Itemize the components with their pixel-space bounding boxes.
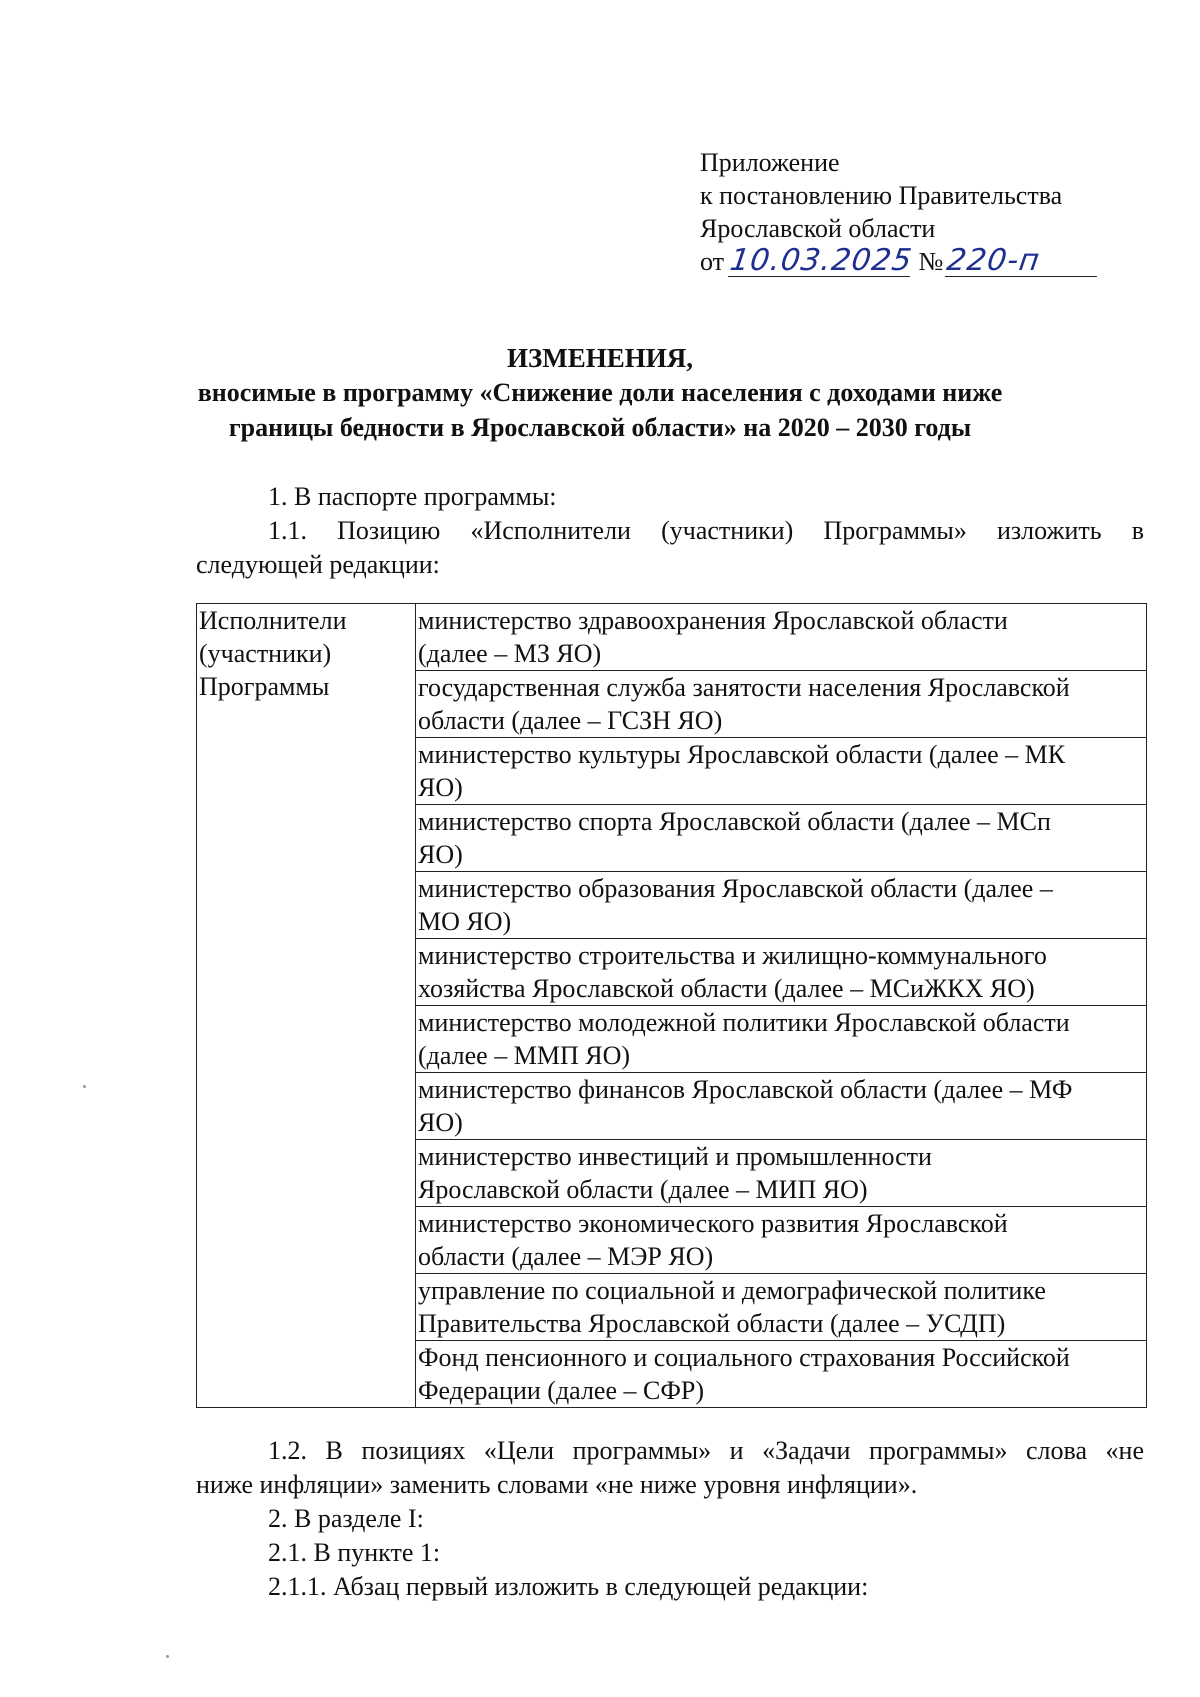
executor-cell [416,671,1147,738]
handwritten-date: 10.03.2025 [727,243,915,278]
executor-line: области (далее – МЭР ЯО) [418,1242,714,1271]
appendix-date-line [700,245,1099,278]
appendix-title: Приложение [700,148,840,177]
executor-cell [416,1073,1147,1140]
number-sign: № [918,247,944,276]
paragraph-1-2-line2: ниже инфляции» заменить словами «не ниже уровня инфляции». [196,1470,918,1499]
executor-cell [416,1274,1147,1341]
table-row [197,604,1147,671]
paragraph-1-2-line1: 1.2. В позициях «Цели программы» и «Задачи программы» слова «не [268,1436,1144,1465]
paragraph-1-1-line1: 1.1. Позицию «Исполнители (участники) Программы» изложить в [268,516,1144,545]
executor-line: министерство образования Ярославской области (далее – [418,874,1053,903]
executor-line: Ярославской области (далее – МИП ЯО) [418,1175,868,1204]
executor-line: области (далее – ГСЗН ЯО) [418,706,723,735]
executor-cell [416,1140,1147,1207]
date-prefix: от [700,247,725,276]
label-line: Программы [199,672,330,701]
executor-line: министерство финансов Ярославской области (далее – МФ [418,1075,1073,1104]
executor-line: ЯО) [418,840,463,869]
executor-line: Федерации (далее – СФР) [418,1376,704,1405]
scan-speck [166,1655,169,1658]
executor-cell [416,604,1147,671]
executor-cell [416,939,1147,1006]
executor-line: государственная служба занятости населения Ярославской [418,673,1070,702]
executors-table [196,603,1147,1408]
paragraph-2-1: 2.1. В пункте 1: [268,1538,441,1567]
executor-line: хозяйства Ярославской области (далее – МСиЖКХ ЯО) [418,974,1035,1003]
appendix-region: Ярославской области [700,214,936,243]
executor-line: министерство инвестиций и промышленности [418,1142,932,1171]
appendix-resolution: к постановлению Правительства [700,181,1063,210]
paragraph-2: 2. В разделе I: [268,1504,424,1533]
executor-line: ЯО) [418,773,463,802]
handwritten-number: 220-п [945,246,1101,277]
document-subtitle-line1: вносимые в программу «Снижение доли населения с доходами ниже [197,378,1003,407]
executor-cell [416,805,1147,872]
paragraph-1: 1. В паспорте программы: [268,482,557,511]
executor-line: министерство экономического развития Ярославской [418,1209,1008,1238]
appendix-block [700,146,1099,278]
paragraph-1-1-line2: следующей редакции: [196,550,440,579]
executor-line: министерство культуры Ярославской области (далее – МК [418,740,1066,769]
executor-line: министерство молодежной политики Ярославской области [418,1008,1070,1037]
executor-line: (далее – МЗ ЯО) [418,639,602,668]
executor-line: ЯО) [418,1108,463,1137]
label-line: Исполнители [199,606,347,635]
document-heading: ИЗМЕНЕНИЯ, [506,343,693,373]
executors-label-cell [197,604,416,1408]
executor-line: министерство спорта Ярославской области (далее – МСп [418,807,1051,836]
scan-speck [83,1085,86,1088]
executor-line: Правительства Ярославской области (далее – УСДП) [418,1309,1006,1338]
executor-line: управление по социальной и демографической политике [418,1276,1046,1305]
paragraph-2-1-1: 2.1.1. Абзац первый изложить в следующей редакции: [268,1572,869,1601]
document-subtitle-line2: границы бедности в Ярославской области» на 2020 – 2030 годы [228,413,972,442]
executor-line: Фонд пенсионного и социального страхования Российской [418,1343,1070,1372]
executor-line: (далее – ММП ЯО) [418,1041,630,1070]
executor-cell [416,738,1147,805]
executor-cell [416,872,1147,939]
executor-line: МО ЯО) [418,907,512,936]
executor-cell [416,1006,1147,1073]
executor-cell [416,1207,1147,1274]
label-line: (участники) [199,639,332,668]
executor-line: министерство строительства и жилищно-коммунального [418,941,1047,970]
executor-line: министерство здравоохранения Ярославской области [418,606,1008,635]
executor-cell [416,1341,1147,1408]
